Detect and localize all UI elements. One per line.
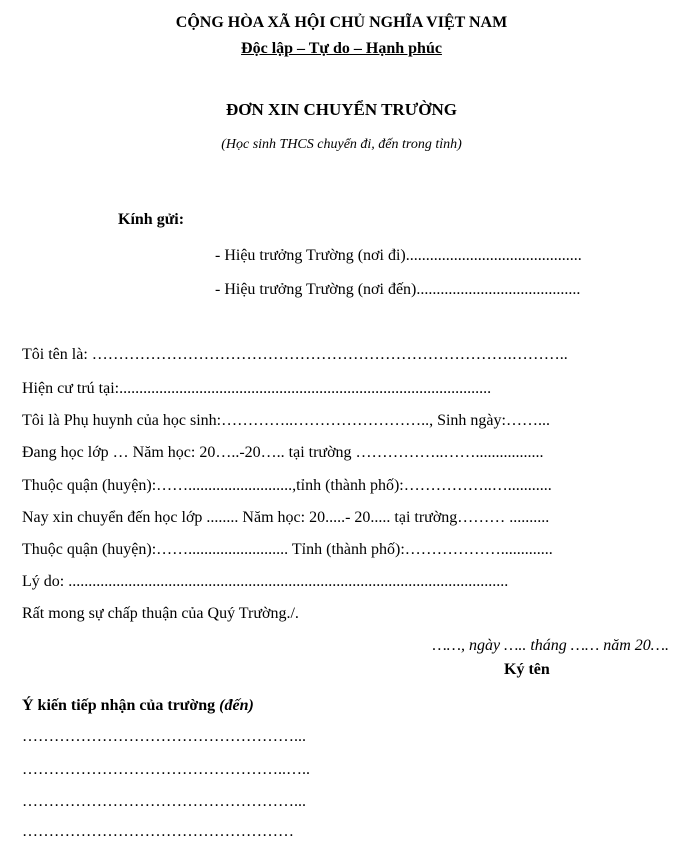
- signature-date-line: ……, ngày ….. tháng …… năm 20….: [432, 637, 669, 654]
- recipient-label: Kính gửi:: [118, 211, 185, 228]
- signature-label: Ký tên: [504, 661, 550, 678]
- body-line-residence: Hiện cư trú tại:.............................................................................................: [22, 380, 492, 397]
- reception-line-4: ……………………………………………: [22, 823, 294, 840]
- body-line-name: Tôi tên là: …………………………………………………………………….………..: [22, 346, 568, 363]
- reception-line-2: …………………………………………..…..: [22, 761, 310, 778]
- recipient-line-1: - Hiệu trưởng Trường (nơi đi)............................................: [215, 247, 582, 264]
- motto-text: Độc lập – Tự do – Hạnh phúc: [241, 40, 442, 57]
- motto: [0, 40, 683, 58]
- reception-line-3: ……………………………………………...: [22, 793, 306, 810]
- document-subtitle: (Học sinh THCS chuyển đi, đến trong tỉnh): [221, 137, 462, 152]
- reception-heading-suffix: (đến): [219, 697, 254, 714]
- body-line-district-to: Thuộc quận (huyện):……......................... Tỉnh (thành phố):……………….............: [22, 541, 553, 558]
- document-title: ĐƠN XIN CHUYỂN TRƯỜNG: [226, 100, 457, 119]
- body-line-reason: Lý do: ..............................................................................................................: [22, 573, 509, 590]
- nation-heading: CỘNG HÒA XÃ HỘI CHỦ NGHĨA VIỆT NAM: [175, 14, 508, 31]
- body-line-current-class: Đang học lớp … Năm học: 20…..-20….. tại trường ……………..…….................: [22, 444, 544, 461]
- recipient-line-2: - Hiệu trưởng Trường (nơi đến).........................................: [215, 281, 581, 298]
- body-line-closing: Rất mong sự chấp thuận của Quý Trường./.: [22, 605, 299, 622]
- body-line-district-from: Thuộc quận (huyện):……..........................,tỉnh (thành phố):……………..…...........: [22, 477, 552, 494]
- body-line-parent: Tôi là Phụ huynh của học sinh:…………..…………………….., Sinh ngày:……...: [22, 412, 550, 429]
- body-line-transfer-class: Nay xin chuyển đến học lớp ........ Năm học: 20.....- 20..... tại trường……… ..........: [22, 509, 550, 526]
- reception-heading: [22, 697, 254, 715]
- reception-line-1: ……………………………………………...: [22, 728, 306, 745]
- reception-heading-text: Ý kiến tiếp nhận của trường: [22, 697, 216, 714]
